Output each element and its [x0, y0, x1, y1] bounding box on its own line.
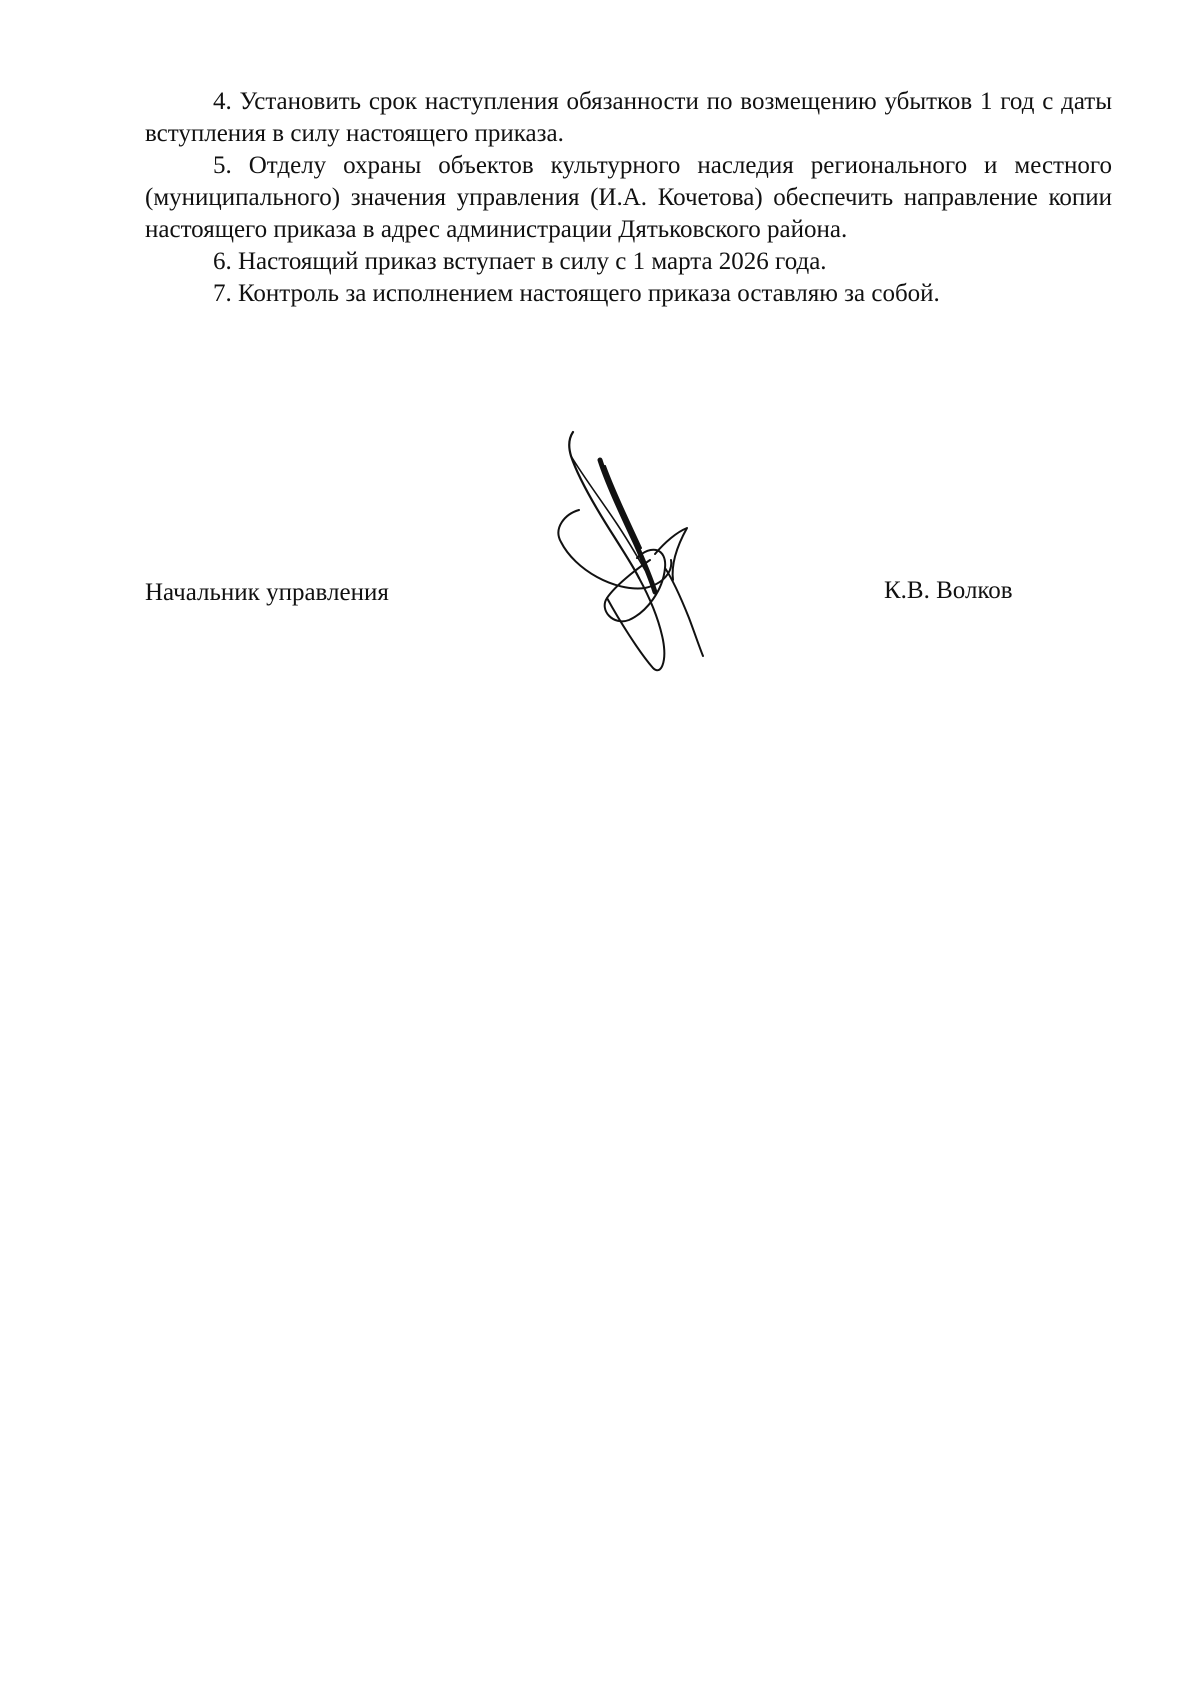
- paragraph-item-4: 4. Установить срок наступления обязанности по возмещению убытков 1 год с даты вступления в силу настоящего приказа.: [145, 88, 1112, 147]
- paragraph-item-6: 6. Настоящий приказ вступает в силу с 1 марта 2026 года.: [213, 248, 827, 275]
- position-title: Начальник управления: [145, 579, 389, 606]
- handwritten-signature: [555, 430, 715, 685]
- paragraph-item-7: 7. Контроль за исполнением настоящего приказа оставляю за собой.: [213, 280, 940, 307]
- signer-name: К.В. Волков: [884, 577, 1013, 604]
- order-body: [145, 86, 1112, 310]
- paragraph-item-5: 5. Отделу охраны объектов культурного наследия регионального и местного (муниципального) значения управления (И.А. Кочетова) обеспечить направление копии настоящего приказа в адрес администрации Дятьковского района.: [145, 152, 1112, 243]
